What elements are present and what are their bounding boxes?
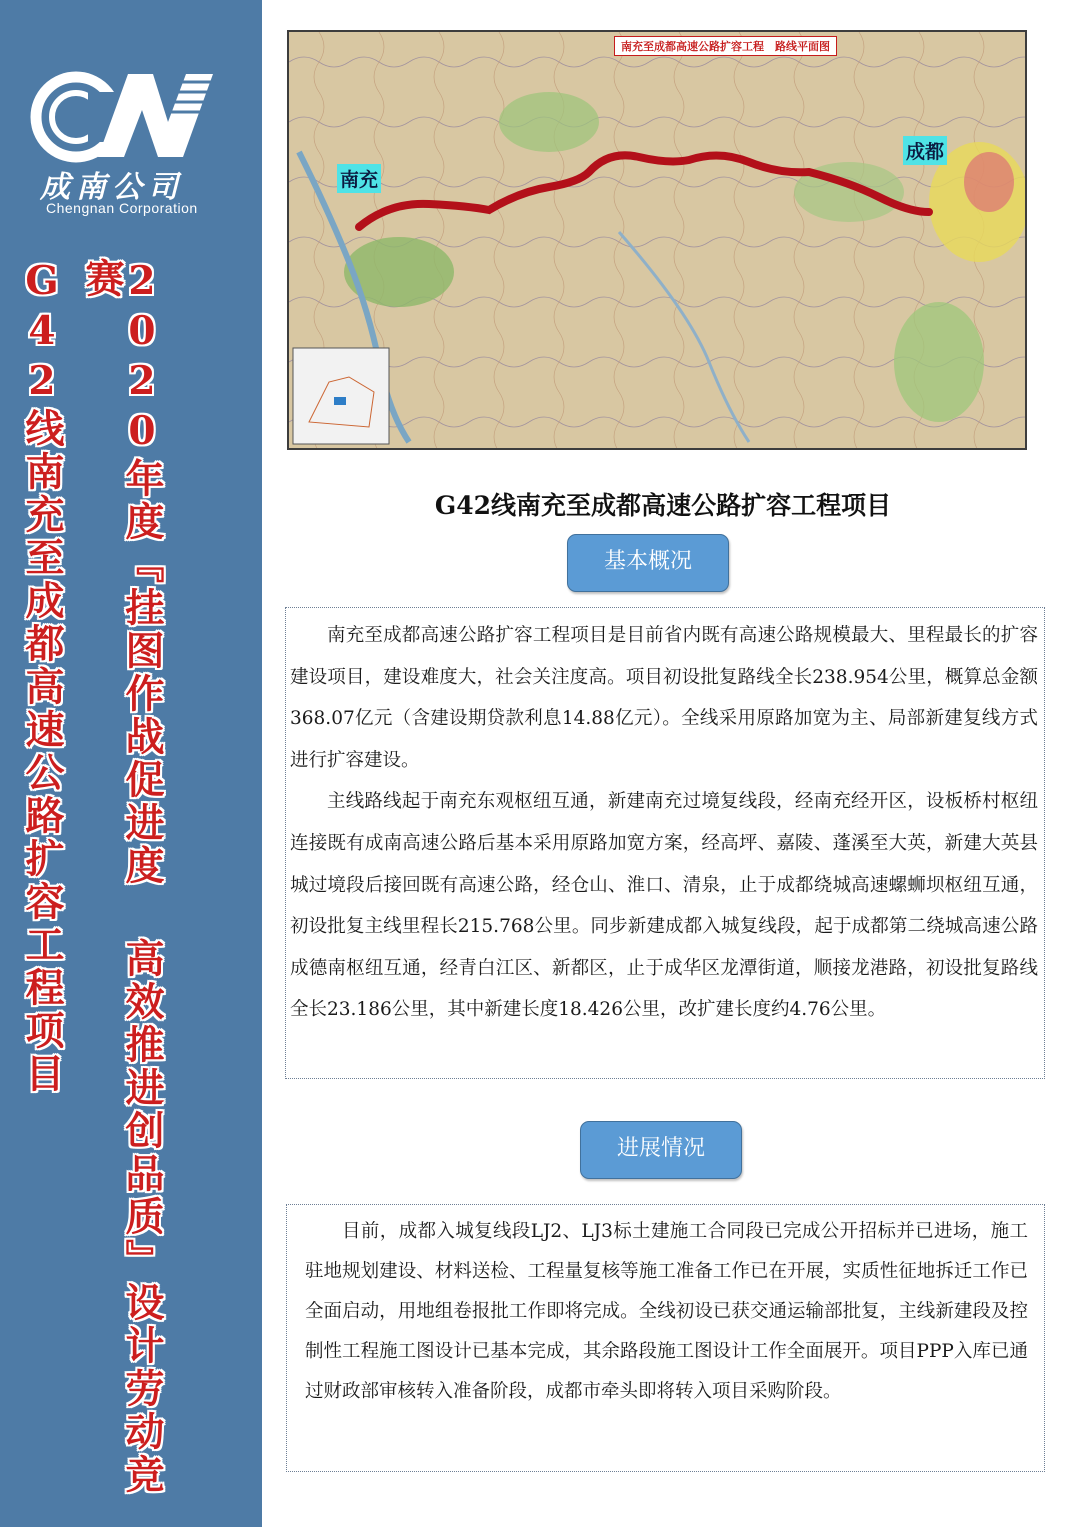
route-map-graphic <box>289 32 1025 448</box>
basic-paragraph-1: 南充至成都高速公路扩容工程项目是目前省内既有高速公路规模最大、里程最长的扩容建设项目，建设难度大，社会关注度高。项目初设批复路线全长238.954公里，概算总金额368.07亿元（含建设期贷款利息14.88亿元）。全线采用原路加宽为主、局部新建复线方式进行扩容建设。 <box>290 625 1038 771</box>
progress-box <box>286 1204 1045 1472</box>
logo-english-name: Chengnan Corporation <box>46 200 198 216</box>
basic-overview-box <box>285 607 1045 1079</box>
project-title: G42线南充至成都高速公路扩容工程项目 <box>434 491 892 520</box>
logo-chinese-name: 成南公司 <box>40 170 184 205</box>
section-heading-progress: 进展情况 <box>580 1121 742 1179</box>
map-title: 南充至成都高速公路扩容工程 路线平面图 <box>614 36 837 56</box>
sidebar <box>0 0 262 1527</box>
map-label-nanchong: 南充 <box>337 164 381 193</box>
progress-paragraph-1: 目前，成都入城复线段LJ2、LJ3标土建施工合同段已完成公开招标并已进场，施工驻地规划建设、材料送检、工程量复核等施工准备工作已在开展，实质性征地拆迁工作已全面启动，用地组卷报批工作即将完成。全线初设已获交通运输部批复，主线新建段及控制性工程施工图设计已基本完成，其余路段施工图设计工作全面展开。项目PPP入库已通过财政部审核转入准备阶段，成都市牵头即将转入项目采购阶段。 <box>305 1221 1028 1402</box>
vertical-campaign-title: 2020年度『挂图作战促进度 高效推进创品质』设计劳动竞赛 <box>79 258 165 1497</box>
section-heading-basic: 基本概况 <box>567 534 729 592</box>
route-map <box>287 30 1027 450</box>
basic-paragraph-2: 主线路线起于南充东观枢纽互通，新建南充过境复线段，经南充经开区，设板桥村枢纽连接既有成南高速公路后基本采用原路加宽方案，经高坪、嘉陵、蓬溪至大英，新建大英县城过境段后接回既有高速公路，经仓山、淮口、清泉，止于成都绕城高速螺蛳坝枢纽互通，初设批复主线里程长215.768公里。同步新建成都入城复线段，起于成都第二绕城高速公路成德南枢纽互通，经青白江区、新都区，止于成华区龙潭街道，顺接龙港路，初设批复路线全长23.186公里，其中新建长度18.426公里，改扩建长度约4.76公里。 <box>290 791 1038 1021</box>
map-label-chengdu: 成都 <box>903 136 947 165</box>
vertical-project-title: G42线南充至成都高速公路扩容工程项目 <box>19 258 65 1096</box>
